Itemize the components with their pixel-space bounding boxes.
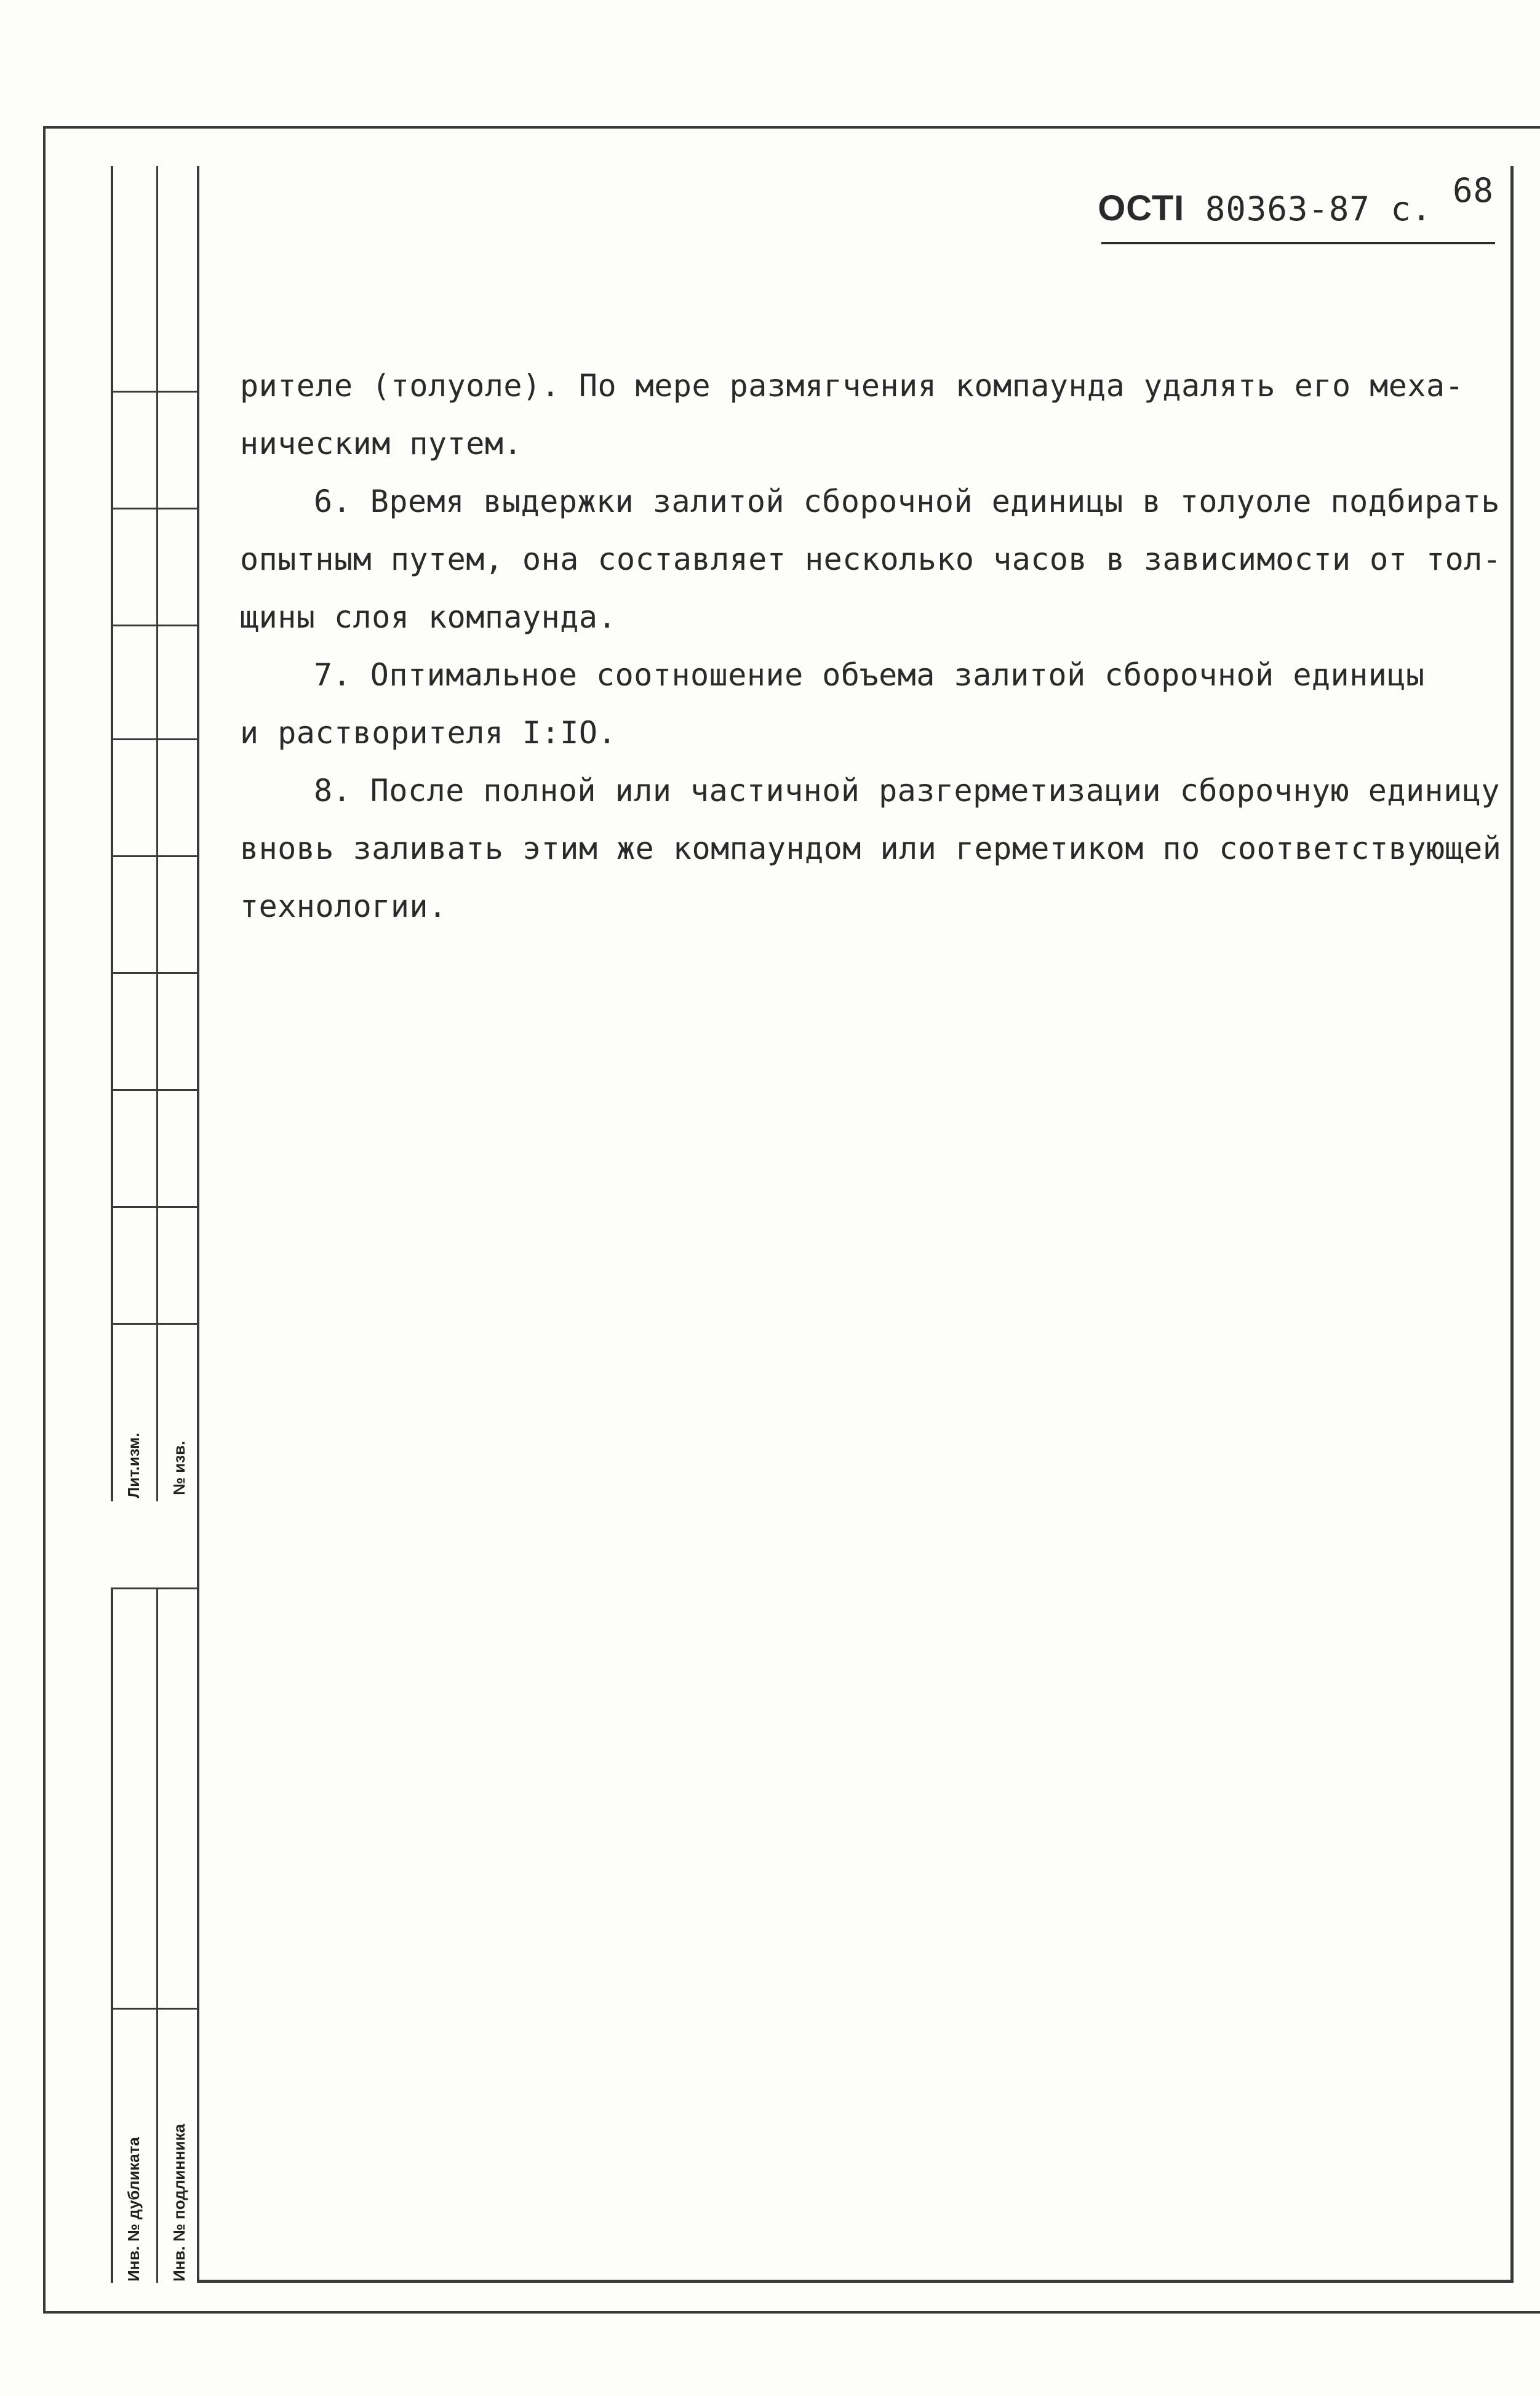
stamp-row-line	[113, 738, 199, 740]
stamp-divider	[156, 166, 158, 1501]
stamp-row-line	[113, 2008, 199, 2010]
stamp-row-line	[113, 855, 199, 857]
doc-number: 80363-87	[1205, 190, 1370, 228]
text-line: технологии.	[240, 889, 447, 924]
page-prefix: с.	[1390, 190, 1432, 228]
text-line: 6. Время выдержки залитой сборочной единицы в толуоле подбирать	[314, 484, 1500, 519]
text-line: и растворителя I:IO.	[240, 715, 617, 751]
lit-izm-label: Лит.изм.	[124, 1432, 143, 1498]
text-line: 7. Оптимальное соотношение объема залитой сборочной единицы	[314, 657, 1425, 693]
header-underline	[1101, 242, 1495, 244]
text-line: вновь заливать этим же компаундом или герметиком по соответствующей	[240, 831, 1502, 866]
text-line: ническим путем.	[240, 426, 523, 461]
revision-stamp-column	[111, 166, 197, 1501]
stamp-row-line	[113, 1089, 199, 1091]
stamp-row-line	[113, 508, 199, 509]
stamp-row-line	[113, 391, 199, 393]
inv-dubl-label: Инв. № дубликата	[124, 2137, 143, 2282]
doc-code: ОСТI	[1098, 188, 1185, 228]
inv-podl-label: Инв. № подлинника	[170, 2123, 188, 2282]
text-line: опытным путем, она составляет несколько часов в зависимости от тол-	[240, 541, 1502, 577]
text-line: рителе (толуоле). По мере размягчения компаунда удалять его меха-	[240, 368, 1464, 404]
no-izv-label: № изв.	[170, 1440, 188, 1495]
stamp-divider	[156, 1589, 158, 2283]
text-line: щины слоя компаунда.	[240, 599, 617, 635]
stamp-row-line	[113, 1323, 199, 1325]
text-line: 8. После полной или частичной разгерметизации сборочную единицу	[314, 773, 1500, 809]
stamp-row-line	[113, 972, 199, 974]
body-text	[240, 357, 1520, 935]
stamp-row-line	[113, 625, 199, 626]
page-number: 68	[1452, 171, 1494, 210]
inventory-stamp-column	[111, 1587, 197, 2283]
document-header	[1098, 171, 1494, 229]
stamp-row-line	[113, 1206, 199, 1208]
